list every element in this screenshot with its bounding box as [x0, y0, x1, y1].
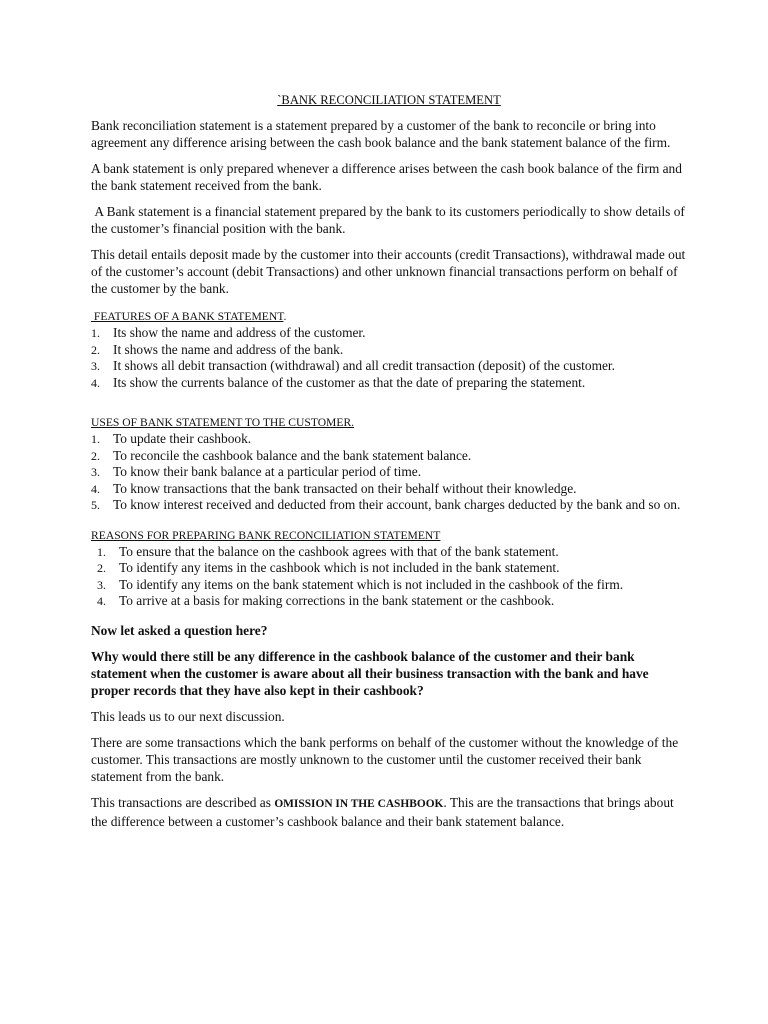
list-number: 4.: [91, 481, 100, 496]
spacer: [91, 610, 687, 622]
list-text: To know interest received and deducted from their account, bank charges deducted by the bank and so on.: [113, 497, 681, 512]
list-text: To arrive at a basis for making corrections in the bank statement or the cashbook.: [119, 593, 555, 608]
uses-list: [91, 431, 687, 514]
question-lead: Now let asked a question here?: [91, 622, 268, 638]
list-item: [91, 593, 687, 610]
list-text: To identify any items on the bank statement which is not included in the cashbook of the firm.: [119, 576, 624, 592]
list-item: [91, 375, 687, 392]
list-item: [91, 464, 687, 481]
list-number: 2.: [91, 342, 100, 357]
list-text: To reconcile the cashbook balance and the bank statement balance.: [113, 447, 472, 463]
uses-heading: USES OF BANK STATEMENT TO THE CUSTOMER.: [91, 416, 355, 429]
list-text: To know their bank balance at a particular period of time.: [113, 464, 422, 479]
list-number: 3.: [91, 465, 100, 479]
list-item: [91, 342, 687, 359]
list-number: 4.: [97, 594, 106, 608]
reasons-list: [91, 544, 687, 610]
intro-paragraph-3: A Bank statement is a financial statement prepared by the bank to its customers periodically to show details of the customer’s financial position with the bank.: [91, 204, 689, 236]
list-item: [91, 431, 687, 448]
document-body: [91, 92, 687, 839]
features-heading: [91, 309, 687, 325]
spacer: [91, 391, 687, 415]
list-item: [91, 544, 687, 561]
list-item: [91, 481, 687, 498]
list-number: 1.: [91, 432, 100, 446]
list-item: [91, 325, 687, 342]
closing-term: OMISSION IN THE CASHBOOK: [274, 797, 444, 810]
discussion-paragraph-2: There are some transactions which the bank performs on behalf of the customer without the knowledge of the customer. This transactions are mostly unknown to the customer until the customer received their bank statement from the bank.: [91, 734, 679, 784]
list-item: [91, 448, 687, 465]
list-item: [91, 577, 687, 594]
list-number: 3.: [97, 577, 106, 592]
closing-before: This transactions are described as: [91, 794, 275, 810]
spacer: [91, 514, 687, 528]
list-text: To identify any items in the cashbook which is not included in the bank statement.: [119, 560, 560, 575]
list-number: 5.: [91, 498, 100, 512]
list-text: To ensure that the balance on the cashbook agrees with that of the bank statement.: [119, 543, 559, 559]
question-paragraph: Why would there still be any difference in the cashbook balance of the customer and their bank statement when the customer is aware about all their business transaction with the bank and have proper records that they have also kept in their cashbook?: [91, 648, 649, 698]
reasons-heading: REASONS FOR PREPARING BANK RECONCILIATION STATEMENT: [91, 528, 441, 542]
list-text: It shows the name and address of the bank.: [113, 341, 344, 357]
list-number: 4.: [91, 375, 100, 390]
list-text: Its show the currents balance of the customer as that the date of preparing the statement.: [113, 374, 586, 390]
closing-after: . This are the transactions that brings about the difference between a customer’s cashbook balance and their bank statement balance.: [91, 794, 674, 829]
features-heading-suffix: .: [283, 310, 287, 323]
list-number: 2.: [91, 448, 100, 463]
features-heading-text: FEATURES OF A BANK STATEMENT: [91, 310, 284, 323]
intro-paragraph-1: Bank reconciliation statement is a statement prepared by a customer of the bank to reconcile or bring into agreement any difference arising between the cash book balance and the bank statement balance of the firm.: [91, 118, 671, 150]
intro-paragraph-4: This detail entails deposit made by the customer into their accounts (credit Transactions), withdrawal made out of the customer’s account (debit Transactions) and other unknown financial transactions perform on behalf of the customer by the bank.: [91, 247, 686, 296]
intro-paragraph-2: A bank statement is only prepared whenever a difference arises between the cash book balance of the firm and the bank statement received from the bank.: [91, 161, 682, 193]
list-item: [91, 358, 687, 375]
list-number: 2.: [97, 561, 106, 575]
list-text: Its show the name and address of the customer.: [113, 325, 366, 340]
list-number: 1.: [91, 326, 100, 340]
list-text: To update their cashbook.: [113, 431, 252, 446]
closing-paragraph: [91, 794, 687, 830]
list-item: [91, 560, 687, 577]
discussion-paragraph-1: This leads us to our next discussion.: [91, 708, 285, 724]
list-number: 1.: [97, 544, 106, 559]
list-text: It shows all debit transaction (withdrawal) and all credit transaction (deposit) of the customer.: [113, 358, 615, 373]
list-item: [91, 497, 687, 514]
list-text: To know transactions that the bank transacted on their behalf without their knowledge.: [113, 480, 577, 496]
list-number: 3.: [91, 359, 100, 373]
document-title: `BANK RECONCILIATION STATEMENT: [277, 93, 501, 107]
features-list: [91, 325, 687, 391]
